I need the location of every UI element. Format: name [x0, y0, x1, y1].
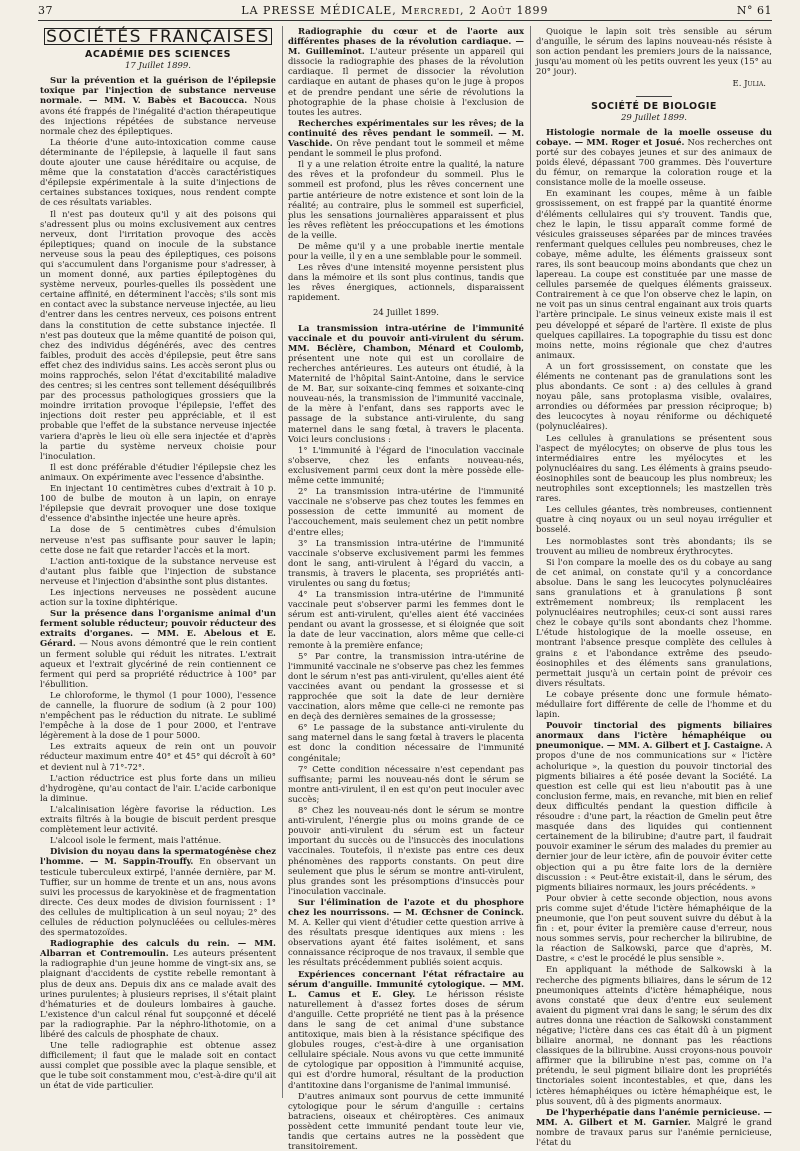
paragraph-text: présentent une note qui est un corollaire de recherches antérieures. Les auteurs ont étudié, à la Maternité de l'hôpital Saint-Antoine, dans le service de M. Bar, sur soixante-cinq femmes et soixante-cinq nouveau-nés, la transmission de l'immunité vaccinale, de la mère à l'enfant, dans ses rapports avec le passage de la substance anti-virulente, du sang maternel dans le sang fœtal, à travers le placenta. Voici leurs conclusions : [288, 352, 524, 444]
article-authors: MM. Albarran et Contremoulin. [40, 938, 276, 959]
article-paragraph [40, 587, 276, 607]
article-paragraph [536, 893, 772, 964]
article-paragraph [40, 1040, 276, 1090]
article-paragraph [288, 805, 524, 896]
article [40, 608, 276, 845]
paragraph-text: 5° Par contre, la transmission intra-utérine de l'immunité vaccinale ne s'observe pas chez les femmes dont le sérum n'est pas anti-virulent, qu'elles aient été vaccinées avant ou pendant la grossesse et si rapprochée que soit la date de leur dernière vaccination, alors même que celle-ci ne remonte pas en deçà des dernières semaines de la grossesse; [288, 650, 524, 722]
article-paragraph [40, 773, 276, 803]
article-paragraph [40, 938, 276, 1039]
paragraph-text: Il n'est pas douteux qu'il y ait des poisons qui s'adressent plus ou moins exclusivement aux centres nerveux, dont l'irritation provoque des accès épileptiques; quand on inocule de la substance nerveuse sous la peau des épileptiques, ces poisons qui s'accumulent dans l'organisme pour s'adresser, à un moment donné, aux parties épileptogènes du système nerveux, pourles-quelles ils possèdent une certaine affinité, en déterminent l'accès; s'ils sont mis en contact avec la substance nerveuse injectée, au lieu d'entrer dans les centres nerveux, ces poisons entrent dans la constitution de cette substance injectée. Il n'est pas douteux que la même quantité de poison qui, chez des individus dégénérés, avec des centres faibles, produit des accès d'épilepsie, peut être sans effet chez des individus sains. Les accès seront plus ou moins rapprochés, selon l'état d'excitabilité maladive des centres; si les centres sont tellement déséquilibrés par des processus pathologiques grossiers que la moindre irritation provoque l'épilepsie, l'effet des injections doit rester peu appréciable, et il est probable que l'effet de la substance nerveuse injectée variera d'après le lieu où elle sera injectée et d'après la partie du système nerveux choisie pour l'inoculation. [40, 208, 276, 461]
article-list [40, 75, 276, 1090]
paragraph-text: Les extraits aqueux de rein ont un pouvoir réducteur maximum entre 40° et 45° qui décroît à 60° et devient nul à 71°-72°. [40, 741, 276, 772]
journal-running-title: LA PRESSE MÉDICALE, Mercredi, 2 Août 1899 [241, 3, 549, 17]
paragraph-text: L'auteur présente un appareil qui dissocie la radiographie des phases de la révolution cardiaque. Il permet de dissocier la révolution cardiaque en autant de phases qu'on le juge à propos et de prendre pendant une série de révolutions la photographie de la phase choisie à l'exclusion de toutes les autres. [288, 46, 524, 117]
article-title: Sur la présence dans l'organisme animal d'un ferment soluble réducteur; pouvoir réducteur des extraits d'organes. — [40, 608, 276, 639]
article [40, 75, 276, 607]
paragraph-text: Il y a une relation étroite entre la qualité, la nature des rêves et la profondeur du sommeil. Plus le sommeil est profond, plus les rêves concernent une partie antérieure de notre existence et sont loin de la réalité; au contraire, plus le sommeil est superficiel, plus les sensations journalières apparaissent et plus les rêves reflètent les préoccupations et les émotions de la veille. [288, 159, 524, 240]
article-paragraph [288, 969, 524, 1090]
paragraph-text: La dose de 5 centimètres cubes d'émulsion nerveuse n'est pas suffisante pour sauver le lapin; cette dose ne fait que retarder l'accès et la mort. [40, 524, 276, 555]
article-paragraph [40, 209, 276, 461]
article-authors: M. Œchsner de Coninck. [401, 906, 524, 917]
article [536, 127, 772, 719]
column-2 [288, 26, 525, 1151]
paragraph-text: Nous avons été frappés de l'inégalité d'action thérapeutique des injections répétées de substance nerveuse normale chez des épileptiques. [40, 95, 276, 136]
paragraph-text: Il est donc préférable d'étudier l'épilepsie chez les animaux. On expérimente avec l'essence d'absinthe. [40, 461, 276, 482]
author-signature: E. Julia. [732, 79, 766, 90]
paragraph-text: L'action réductrice est plus forte dans un milieu d'hydrogène, qu'au contact de l'air. L'acide carbonique la diminue. [40, 772, 276, 803]
paragraph-text: 1° L'immunité à l'égard de l'inoculation vaccinale s'observe, chez les enfants nouveau-nés, exclusivement parmi ceux dont la mère possède elle-même cette immunité; [288, 444, 524, 486]
article-title: De l'hyperhépatie dans l'anémie pernicieuse. — [546, 1106, 772, 1117]
article-paragraph [536, 433, 772, 504]
column-3 [536, 26, 772, 1148]
paragraph-text: En appliquant la méthode de Salkowski à la recherche des pigments biliaires, dans le sérum de 12 pneumoniques atteints d'ictère hémaphéique, nous avons constaté que deux d'entre eux seulement avaient du pigment vrai dans le sang; le sérum des dix autres donna une réaction de Salkowski constamment négative; l'ictère dans ces cas était dû à un pigment biliaire anormal, ne donnant pas les réactions classiques de la bilirubine. Aussi croyons-nous pouvoir affirmer que la bilirubine n'est pas, comme on l'a prétendu, le seul pigment biliaire dont les propriétés tinctoriales soient incontestables, et que, dans les ictères hémaphéiques ou ictère hémaphéique est, le plus souvent, dû à des pigments anormaux. [536, 964, 772, 1106]
article-paragraph [536, 188, 772, 360]
paragraph-text: Les injections nerveuses ne possèdent aucune action sur la toxine diphtérique. [40, 586, 276, 608]
paragraph-text: En observant un testicule tuberculeux extirpé, l'année dernière, par M. Tuffier, sur un homme de trente et un ans, nous avons suivi les processus de karyokinèse et de fragmentation directe. Ces deux modes de division fournissent : 1° des cellules de multiplication à un seul noyau; 2° des cellules de réduction polynucléées ou cellules-mères des spermatozoïdes. [40, 856, 276, 938]
paragraph-text: — Nous avons démontré que le rein contient un ferment soluble qui réduit les nitrates. L'extrait aqueux et l'extrait glycériné de rein contiennent ce ferment qui perd sa propriété réductrice à 100° par l'ébullition. [40, 638, 277, 689]
paragraph-text: 6° Le passage de la substance anti-virulente du sang maternel dans le sang fœtal à travers le placenta est donc la condition nécessaire de l'immunité congénitale; [288, 722, 524, 763]
section-title: SOCIÉTÉS FRANÇAISES [44, 28, 272, 45]
article-paragraph [288, 651, 524, 722]
paragraph-text: Si l'on compare la moelle des os du cobaye au sang de cet animal, on constate qu'il y a concordance absolue. Dans le sang les leucocytes polynucléaires sans granulations et à granulations β sont extrêmement nombreux; ils remplacent les polynucléaires neutrophiles; ceux-ci sont aussi rares chez le cobaye qu'ils sont abondants chez l'homme. L'étude histologique de la moelle osseuse, en montrant l'absence presque complète des cellules à grains ε et l'abondance extrême des pseudo-éosinophiles et des éléments sans granulations, permettait jusqu'à un certain point de prévoir ces divers résultats. [536, 556, 772, 688]
column-separator [282, 26, 283, 1098]
session-date: 17 Juillet 1899. [124, 61, 192, 72]
article-paragraph [288, 589, 524, 650]
article-paragraph [40, 741, 276, 771]
page-number: 37 [38, 3, 53, 17]
article-paragraph [40, 835, 276, 845]
article-paragraph [288, 764, 524, 804]
paragraph-text: M. A. Keller qui vient d'étudier cette question arrive à des résultats presque identiques aux miens : les observations ayant été faites isolément, et sans connaissance réciproque de nos travaux, il semble que les résultats précédemment publiés soient acquis. [288, 917, 524, 968]
paragraph-text: On rêve pendant tout le sommeil et même pendant le sommeil le plus profond. [288, 138, 524, 159]
article-authors: M. Vaschide. [288, 127, 525, 149]
article-paragraph [536, 536, 772, 556]
article-paragraph [288, 486, 524, 536]
paragraph-text: De même qu'il y a une probable inertie mentale pour la veille, il y en a une semblable pour le sommeil. [288, 240, 524, 262]
paragraph-text: 4° La transmission intra-utérine de l'immunité vaccinale peut s'observer parmi les femmes dont le sérum est anti-virulent, qu'elles aient été vaccinées pendant ou avant la grossesse, et si éloignée que soit la date de leur vaccination, alors même que celle-ci remonte à la première enfance; [288, 589, 524, 650]
article-paragraph [40, 75, 276, 136]
article-title: Pouvoir tinctorial des pigments biliaires anormaux dans l'ictère hémaphéique ou pneumonique. — [536, 720, 772, 751]
article-paragraph [40, 804, 276, 834]
paragraph-text: 2° La transmission intra-utérine de l'immunité vaccinale ne s'observe pas chez toutes les femmes en possession de cette immunité au moment de l'accouchement, mais seulement chez un petit nombre d'entre elles; [288, 486, 524, 537]
article-paragraph [288, 1091, 524, 1151]
article-title: Radiographie du cœur et de l'aorte aux différentes phases de la révolution cardiaque. — [288, 26, 524, 47]
article-paragraph [536, 689, 772, 719]
article-paragraph [288, 722, 524, 762]
article-paragraph [536, 557, 772, 688]
paragraph-text: 3° La transmission intra-utérine de l'immunité vaccinale s'observe exclusivement parmi les femmes dont le sang, anti-virulent à l'égard du vaccin, a transmis, à travers le placenta, ses propriétés anti-virulentes ou sang du fœtus; [288, 537, 524, 588]
article-paragraph [536, 127, 772, 188]
article-title: Recherches expérimentales sur les rêves; de la continuité des rêves pendant le sommeil. — [288, 117, 524, 138]
article-paragraph [536, 720, 772, 892]
article-paragraph [536, 964, 772, 1105]
article [40, 938, 276, 1090]
article-paragraph [40, 462, 276, 482]
paragraph-text: Malgré le grand nombre de travaux parus sur l'anémie pernicieuse, l'état du [536, 1116, 772, 1148]
article-paragraph [288, 159, 524, 240]
paragraph-text: Nos recherches ont porté sur des cobayes jeunes et sur des animaux de poids élevé, dépassant 700 grammes. Dès l'ouverture du fémur, on remarque la coloration rouge et la consistance molle de la moelle osseuse. [536, 136, 772, 188]
paragraph-text: Pour obvier à cette seconde objection, nous avons pris comme sujet d'étude l'ictère hémaphéique de la pneumonie, que l'on peut souvent suivre du début à la fin : et, pour éviter la première cause d'erreur, nous nous sommes servis, pour rechercher la bilirubine, de la réaction de Salkowski, parce que d'après, M. Dastre, « c'est le procédé le plus sensible ». [536, 892, 772, 964]
article-continuation [536, 26, 772, 76]
divider [636, 96, 672, 97]
article-list [288, 323, 524, 1151]
article-paragraph [40, 556, 276, 586]
article-paragraph [288, 445, 524, 485]
article-authors: M. Guilleminot. [288, 46, 365, 57]
article-title: La transmission intra-utérine de l'immunité vaccinale et du pouvoir anti-virulent du sérum. MM. Béclère, Chambon, Ménard et Coulomb, [288, 322, 524, 353]
paragraph-text: Les rêves d'une intensité moyenne persistent plus dans la mémoire et ils sont plus continus, tandis que les rêves énergiques, actionnels, disparaissent rapidement. [288, 262, 524, 303]
paragraph-text: La théorie d'une auto-intoxication comme cause déterminante de l'épilepsie, à laquelle il faut sans doute ajouter une cause héréditaire ou acquise, de même que la constatation d'accès caractéristiques d'épilepsie expérimentale à la suite d'injections de certaines substances toxiques, nous rendent compte de ces résultats variables. [40, 136, 276, 208]
paragraph-text: 7° Cette condition nécessaire n'est cependant pas suffisante; parmi les nouveau-nés dont le sérum se montre anti-virulent, il en est qu'on peut inoculer avec succès; [288, 763, 524, 804]
paragraph-text: En injectant 10 centimètres cubes d'extrait à 10 p. 100 de bulbe de mouton à un lapin, on enraye l'épilepsie que devrait provoquer une dose toxique d'essence d'absinthe injectée une heure après. [40, 483, 276, 524]
article-paragraph [536, 361, 772, 432]
article-paragraph [536, 1107, 772, 1147]
article-paragraph [288, 241, 524, 261]
article-authors: MM. E. Abelous et E. Gérard. [40, 628, 276, 649]
paragraph-text: Le cobaye présente donc une formule hémato-médullaire fort différente de celle de l'homme et du lapin. [536, 688, 772, 720]
article-paragraph [40, 524, 276, 554]
article-paragraph [288, 26, 524, 117]
subsection-title: SOCIÉTÉ DE BIOLOGIE [591, 100, 717, 112]
article-authors: M. Sappin-Trouffy. [98, 856, 194, 867]
paragraph-text: A un fort grossissement, on constate que les éléments ne contenant pas de granulations sont les plus abondants. Ce sont : a) des cellules à grand noyau pâle, sans protoplasma visible, ovalaires, arrondies ou déformées par pression réciproque; b) des leucocytes à noyau réniforme ou déchiqueté (polynucléaires). [536, 360, 772, 432]
session-date: 24 Juillet 1899. [372, 307, 440, 318]
paragraph-text: Les auteurs présentent la radiographie d'un jeune homme de vingt-six ans, se plaignant d'accidents de cystite rebelle remontant à plus de deux ans. Depuis dix ans ce malade avait des urines purulentes; à plusieurs reprises, il s'était plaint d'hématuries et de douleurs lombaires à gauche. L'existence d'un calcul rénal fut soupçonné et décelé par la radiographie. Par la néphro-lithotomie, on a libéré des calculs de phosphate de chaux. [40, 948, 276, 1039]
paragraph-text: Le hérisson résiste naturellement à d'assez fortes doses de sérum d'anguille. Cette propriété ne tient pas à la présence dans le sang de cet animal d'une substance antitoxique, mais bien à la résistance spécifique des globules rouges, c'est-à-dire à une organisation cellulaire spéciale. Nous avons vu que cette immunité de cytologique par opposition à l'immunité acquise, qui est d'ordre humoral, résultant de la production d'antitoxine dans l'organisme de l'animal immunisé. [288, 988, 524, 1090]
article-paragraph: Quoique le lapin soit très sensible au sérum d'anguille, le sérum des lapins nouveau-nés résiste à son action pendant les premiers jours de la naissance, jusqu'au moment où les petits ouvrent les yeux (15° au 20° jour). [536, 26, 772, 77]
article-title: Division du noyau dans la spermatogénèse chez l'homme. — [40, 846, 276, 867]
article-paragraph [40, 690, 276, 740]
column-1 [40, 26, 276, 1100]
article [288, 118, 524, 303]
paragraph-text: Les cellules à granulations se présentent sous l'aspect de myélocytes; on observe de plus tous les intermédiaires entre les myélocytes et les polynucléaires du sang. Les éléments à grains pseudo-éosinophiles sont de beaucoup les plus nombreux; les neutrophiles sont exceptionnels; les mastzellen très rares. [536, 432, 772, 504]
paragraph-text: Le chloroforme, le thymol (1 pour 1000), l'essence de cannelle, la fluorure de sodium (à 2 pour 100) n'empêchent pas le réduction du nitrate. Le sublimé l'empêche à la dose de 1 pour 2000, et l'entrave légèrement à la dose de 1 pour 5000. [40, 689, 276, 741]
article-authors: MM. A. Gilbert et M. Garnier. [536, 1116, 691, 1127]
article [288, 26, 524, 117]
page-header [38, 2, 772, 18]
issue-number: N° 61 [736, 3, 772, 17]
article-paragraph [40, 608, 276, 689]
paragraph-text: En examinant les coupes, même à un faible grossissement, on est frappé par la quantité énorme d'éléments cellulaires qui s'y trouvent. Tandis que, chez le lapin, le tissu apparaît comme formé de vésicules graisseuses séparées par de minces travées renfermant quelques cellules peu nombreuses, chez le cobaye, même adulte, les éléments graisseux sont rares, ils sont beaucoup moins abondants que chez un lapereau. La coupe est constituée par une masse de cellules parsemée de quelques éléments graisseux. Contrairement à ce que l'on observe chez le lapin, on ne voit pas un sinus central engainant aux trois quarts l'artère principale. Le sinus veineux existe mais il est peu développé et séparé de l'artère. Il existe de plus quelques capillaires. La topographie du tissu est donc moins nette, moins régionale que chez d'autres animaux. [536, 188, 772, 360]
article-paragraph [536, 504, 772, 534]
article-title: Sur la prévention et la guérison de l'épilepsie toxique par l'injection de substance nerveuse normale. — [40, 75, 276, 106]
paragraph-text: A propos d'une de nos communications sur « l'ictère acholurique », la question du pouvoir tinctorial des pigments biliaires a été posée devant la Société. La question est celle qui est lieu n'aboutit pas à une conclusion ferme, mais, en revanche, mit bien en relief deux difficultés pendant la question difficile à résoudre : d'une part, la réaction de Gmelin peut être masquée dans des liquides qui contiennent certainement de la bilirubine; d'autre part, il faudrait pouvoir examiner le sérum des malades du premier au dernier jour de leur ictère, afin de pouvoir éviter cette objection qui a pu être faite lors de la dernière discussion : « Peut-être existait-il, dans le sérum, des pigments biliaires normaux, les jours précédents. » [536, 740, 772, 892]
article [40, 846, 276, 937]
article-title: Histologie normale de la moelle osseuse du cobaye. — [536, 126, 772, 147]
paragraph-text: L'alcool isole le ferment, mais l'atténue. [50, 835, 222, 846]
article [288, 897, 524, 968]
paragraph-text: D'autres animaux sont pourvus de cette immunité cytologique pour le sérum d'anguille : certains batraciens, oiseaux et chéiroptères. Ces animaux possèdent cette immunité pendant toute leur vie, tandis que certains autres ne la possèdent que transitoirement. [288, 1090, 524, 1151]
paragraph-text: Les cellules géantes, très nombreuses, contiennent quatre à cinq noyaux ou un seul noyau irrégulier et bosselé. [536, 504, 772, 535]
article [288, 323, 524, 896]
article-authors: MM. Roger et Josué. [583, 136, 685, 147]
article-authors: MM. A. Gilbert et J. Castaigne. [615, 740, 764, 751]
article-list [536, 127, 772, 1147]
article-paragraph [288, 118, 524, 158]
article-paragraph [288, 323, 524, 444]
article-list [288, 26, 524, 303]
paragraph-text: 8° Chez les nouveau-nés dont le sérum se montre anti-virulent, l'énergie plus ou moins grande de ce pouvoir anti-virulent du sérum est un facteur important du succès ou de l'insuccès des inoculations vaccinales. Toutefois, il n'existe pas entre ces deux phénomènes des rapports constants. On peut dire seulement que plus le sérum se montre anti-virulent, plus grandes sont les présomptions d'insuccès pour l'inoculation vaccinale. [288, 805, 524, 896]
header-rule [38, 20, 772, 21]
paragraph-text: Une telle radiographie est obtenue assez difficilement; il faut que le malade soit en contact aussi complet que possible avec la plaque sensible, et que le tube soit constamment mou, c'est-à-dire qu'il ait un état de vide particulier. [40, 1040, 276, 1091]
article-paragraph [40, 846, 276, 937]
article-title: Sur l'élimination de l'azote et du phosphore chez les nourrissons. — [288, 896, 524, 917]
article-paragraph [288, 897, 524, 968]
article [536, 720, 772, 1106]
paragraph-text: L'alcalinisation légère favorise la réduction. Les extraits filtrés à la bougie de biscuit perdent presque complètement leur activité. [40, 803, 276, 835]
subsection-title: ACADÉMIE DES SCIENCES [85, 49, 231, 61]
column-separator [530, 26, 531, 1098]
article-title: Radiographie des calculs du rein. — [50, 938, 247, 949]
article-paragraph [40, 483, 276, 523]
paragraph-text: Les normoblastes sont très abondants; ils se trouvent au milieu de nombreux érythrocytes. [536, 535, 772, 556]
article-authors: MM. V. Babès et Bacoucca. [97, 95, 248, 106]
article-paragraph [288, 538, 524, 588]
article-paragraph [288, 262, 524, 302]
article-authors: MM. L. Camus et E. Gley. [288, 978, 524, 999]
session-date: 29 Juillet 1899. [620, 112, 688, 123]
article-paragraph [40, 137, 276, 208]
article-title: Expériences concernant l'état réfractaire au sérum d'anguille. Immunité cytologique. — [288, 968, 524, 989]
paragraph-text: L'action anti-toxique de la substance nerveuse est d'autant plus faible que l'injection de substance nerveuse et l'injection d'absinthe sont plus distantes. [40, 555, 276, 586]
article [288, 969, 524, 1151]
article [536, 1107, 772, 1147]
